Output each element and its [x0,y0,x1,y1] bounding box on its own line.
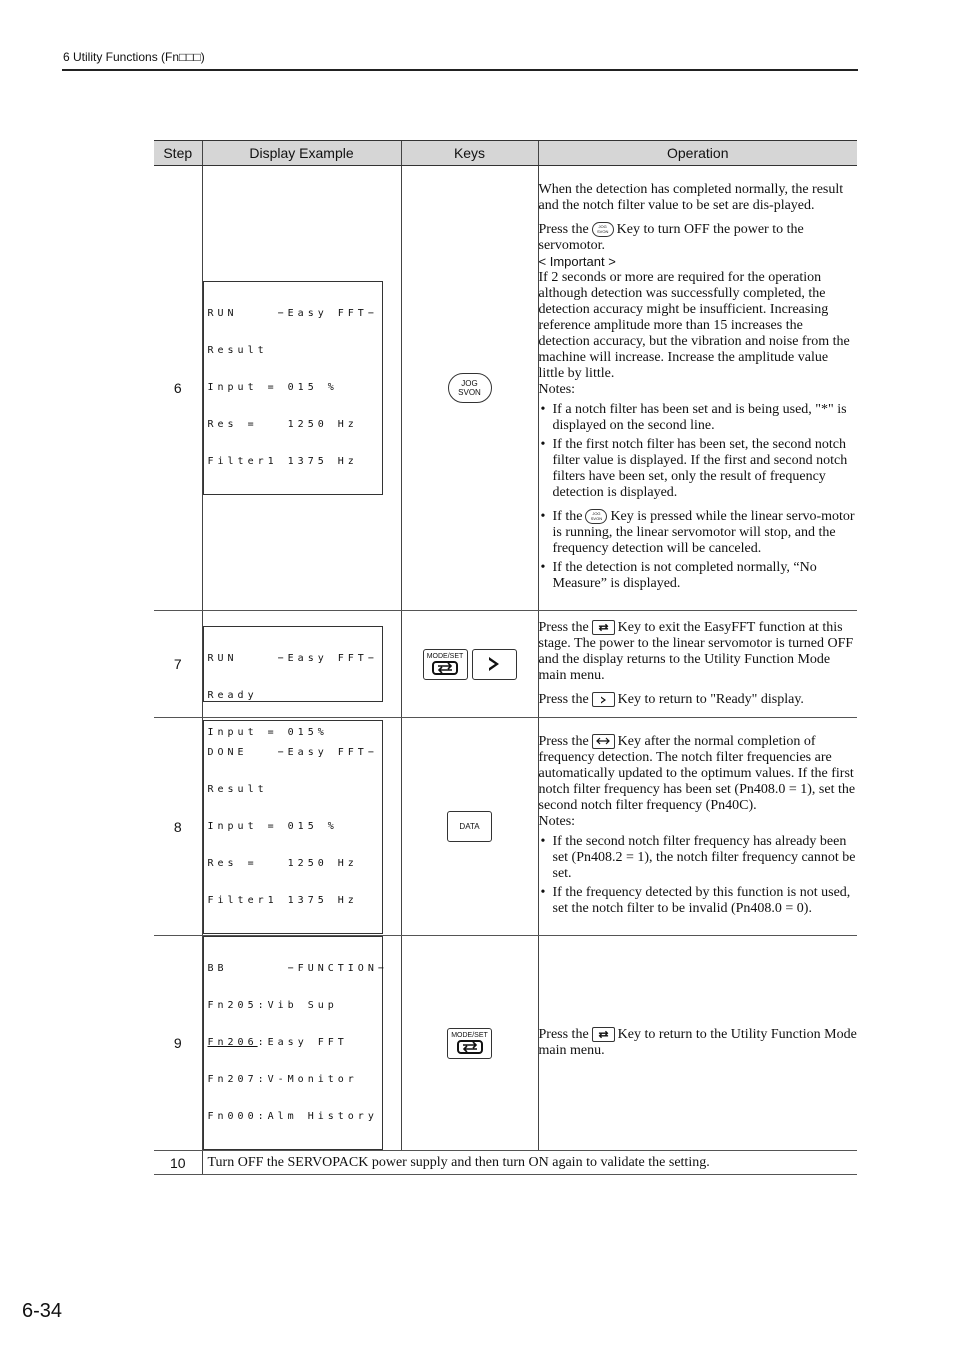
lcd-line: RUN −Easy FFT− [207,308,378,319]
paragraph [539,620,858,684]
column-header-keys: Keys [401,141,538,166]
key-label: MODE/SET [426,653,464,660]
running-header: 6 Utility Functions (Fn□□□) [63,50,205,64]
right-arrow-icon [485,655,503,673]
text: Press the [538,692,589,707]
mode-set-arrows-icon [432,661,458,675]
column-header-step: Step [154,141,202,166]
step-number: 7 [154,611,202,718]
lcd-display [203,626,383,738]
lcd-line [208,1035,382,1050]
lcd-line: RUN −Easy FFT− [207,653,378,664]
text: Key to turn OFF the power to the servomotor. [538,221,804,253]
lcd-line: Ready [207,690,258,701]
operation-text [538,166,857,611]
lcd-line: Filter1 1375 Hz [207,894,358,906]
operation-text [538,718,857,936]
lcd-line: Fn207:V-Monitor [207,1074,358,1085]
notes-label: Notes: [538,813,576,829]
header-rule [62,69,858,71]
key-label: JOG [592,511,601,517]
list-item: • If the frequency detected by this function is not used, set the notch filter to be invalid (Pn408.0 = 0). [553,885,858,917]
list-item: • If the first notch filter has been set, the second notch filter value is displayed. If the first and second notch filters have been set, only the result of frequency detection is displayed. [553,437,858,501]
important-label: < Important > [538,253,616,269]
step-number: 10 [154,1151,202,1175]
step-number: 9 [154,936,202,1151]
lcd-display [203,720,383,934]
lcd-line: Result [207,783,268,795]
key-label: JOG [461,379,478,388]
jog-svon-key-icon [585,509,607,524]
table-row [154,718,857,936]
text: Press the [538,620,589,635]
mode-set-key-icon [592,620,615,635]
paragraph: When the detection has completed normally, the result and the notch filter value to be set are dis-played. [538,181,844,213]
text: Key to return to the Utility Function Mode main menu. [538,1027,857,1058]
list-item: • If the detection is not completed normally, “No Measure” is displayed. [553,560,858,592]
text: Press the [538,221,589,237]
mode-set-key-icon [592,1027,615,1042]
key-label: DATA [459,822,480,831]
lcd-line: Res = 1250 Hz [207,419,358,430]
text: Press the [538,733,589,749]
key-label: SVON [458,388,481,397]
jog-svon-key-icon [592,222,614,237]
final-step-text: Turn OFF the SERVOPACK power supply and then turn ON again to validate the setting. [202,1151,857,1175]
key-label: MODE/SET [451,1032,488,1039]
right-arrow-key-icon [592,692,615,707]
step-number: 8 [154,718,202,936]
lcd-display [203,281,383,495]
step-number: 6 [154,166,202,611]
lcd-line: Fn000:Alm History [207,1111,378,1122]
notes-list [539,834,858,917]
paragraph [539,692,858,708]
key-label: JOG [598,224,607,230]
lcd-display [203,936,388,1150]
list-item: • If the second notch filter frequency has already been set (Pn408.2 = 1), the notch filter frequency cannot be set. [553,834,858,882]
lcd-line: BB −FUNCTION− [207,963,388,974]
mode-set-key-icon [447,1028,492,1059]
lcd-line: Result [207,345,268,356]
lcd-line: Filter1 1375 Hz [207,456,358,467]
notes-list [539,402,858,592]
page-number: 6-34 [22,1300,63,1322]
table-row [154,611,857,718]
column-header-display: Display Example [202,141,401,166]
notes-label: Notes: [538,381,576,397]
text: Press the [538,1027,589,1042]
paragraph [539,734,858,814]
table-row [154,166,857,611]
text: Key is pressed while the linear servo-motor is running, the linear servomotor will stop, and the frequency detection will be canceled. [552,508,855,556]
data-shift-key-icon [592,734,615,749]
mode-set-arrows-icon [457,1040,483,1054]
jog-svon-key-icon [448,373,492,403]
lcd-line: Fn205:Vib Sup [207,1000,338,1011]
text: If the [552,508,583,524]
lcd-line: Res = 1250 Hz [207,857,358,869]
text: Key after the normal completion of frequency detection. The notch filter frequencies are automatically updated to the optimum values. If the first notch filter frequency has been set (Pn408.0 = 1), set the second notch filter frequency (Pn40C). [538,733,856,813]
table-header-row [154,141,857,166]
column-header-operation: Operation [538,141,857,166]
table-row [154,1151,857,1175]
operation-text [538,611,857,718]
lcd-cursor-prefix: Fn206 [207,1037,258,1048]
paragraph [539,222,858,254]
procedure-table [154,140,857,1175]
list-item [553,509,858,557]
paragraph [539,1027,858,1059]
key-label: SVON [590,516,603,522]
lcd-line: DONE −Easy FFT− [207,746,378,758]
key-label: SVON [597,229,609,235]
lcd-line: Input = 015% [207,727,328,738]
lcd-line: Input = 015 % [207,820,338,832]
operation-text [538,936,857,1151]
table-row [154,936,857,1151]
right-arrow-key-icon [472,649,517,680]
data-key-icon [447,811,492,842]
lcd-line: Input = 015 % [207,382,338,393]
important-text: If 2 seconds or more are required for the operation although detection was successfully completed, the detection accuracy might be insufficient. Increasing reference amplitude more than 15 increases the detection accuracy, but the vibration and noise from the machine will increase. Increase the amplitude value little by little. [538,269,850,381]
mode-set-key-icon [423,649,468,680]
text: Key to return to "Ready" display. [617,692,804,707]
text: Key to exit the EasyFFT function at this stage. The power to the linear servomotor is turned OFF and the display returns to the Utility Function Mode main menu. [538,620,854,683]
lcd-line-rest: :Easy FFT [257,1037,348,1048]
list-item: • If a notch filter has been set and is being used, "*" is displayed on the second line. [553,402,858,434]
